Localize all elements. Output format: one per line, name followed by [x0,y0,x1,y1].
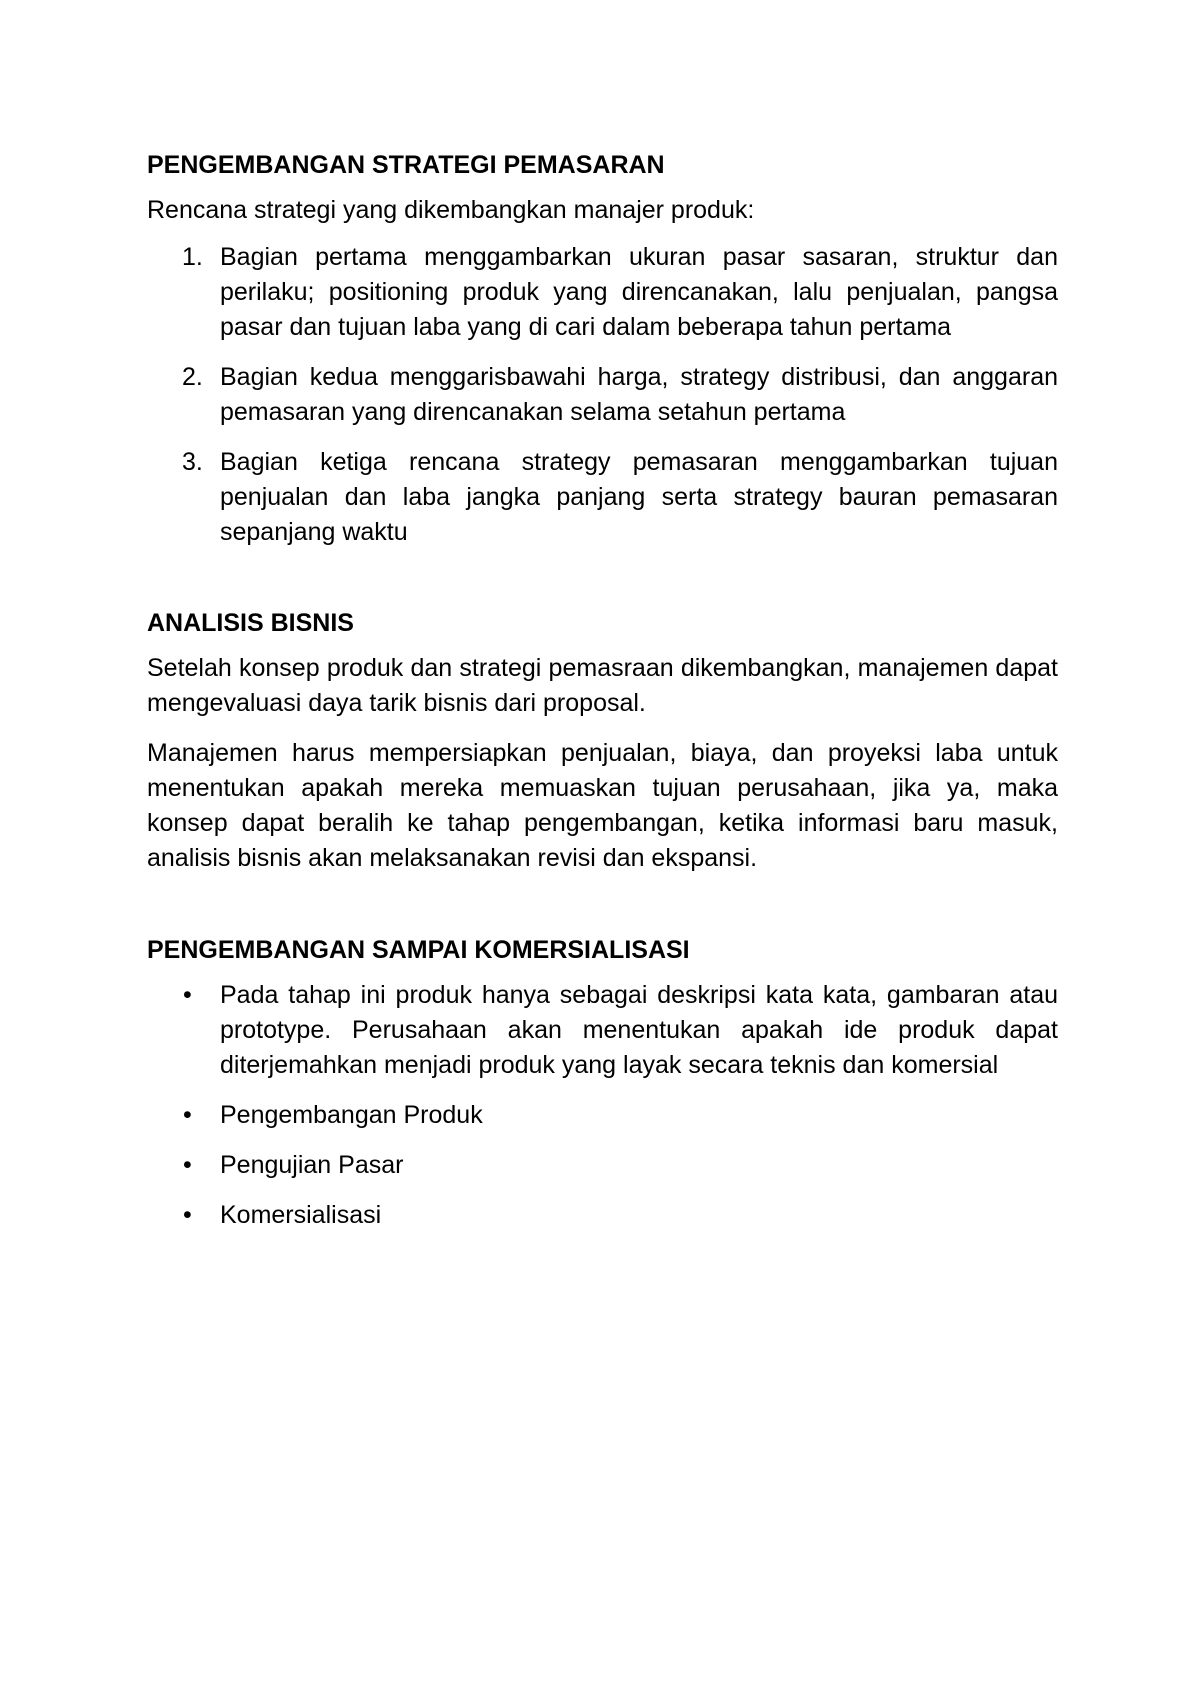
bullet-icon: • [183,1101,192,1129]
bullet-list [147,978,1058,1233]
list-item [147,240,1058,345]
section-heading-komersialisasi: PENGEMBANGAN SAMPAI KOMERSIALISASI [147,936,690,964]
list-item-text: Bagian kedua menggarisbawahi harga, strategy distribusi, dan anggaran pemasaran yang direncanakan selama setahun pertama [220,363,1058,426]
list-number: 1. [182,243,203,271]
list-item-text: Komersialisasi [220,1201,382,1229]
list-number: 2. [182,363,203,391]
list-item [147,1098,1058,1133]
list-number: 3. [182,448,203,476]
paragraph: Manajemen harus mempersiapkan penjualan, biaya, dan proyeksi laba untuk menentukan apakah mereka memuaskan tujuan perusahaan, jika ya, maka konsep dapat beralih ke tahap pengembangan, ketika informasi baru masuk, analisis bisnis akan melaksanakan revisi dan ekspansi. [147,739,1058,872]
list-item [147,445,1058,550]
list-item [147,978,1058,1083]
list-item-text: Pengujian Pasar [220,1151,404,1179]
bullet-icon: • [183,1201,192,1229]
bullet-icon: • [183,981,192,1009]
numbered-list [147,240,1058,550]
section-spacer [147,565,1058,608]
list-item [147,360,1058,430]
list-item-text: Bagian ketiga rencana strategy pemasaran menggambarkan tujuan penjualan dan laba jangka panjang serta strategy bauran pemasaran sepanjang waktu [220,448,1058,546]
section-intro: Rencana strategi yang dikembangkan manajer produk: [147,196,755,224]
list-item [147,1198,1058,1233]
section-spacer [147,891,1058,935]
section-heading-analisis-bisnis: ANALISIS BISNIS [147,609,354,637]
paragraph: Setelah konsep produk dan strategi pemasraan dikembangkan, manajemen dapat mengevaluasi daya tarik bisnis dari proposal. [147,654,1058,717]
bullet-icon: • [183,1151,192,1179]
section-heading-strategi-pemasaran: PENGEMBANGAN STRATEGI PEMASARAN [147,151,665,179]
document-page [147,150,1058,1248]
list-item-text: Pengembangan Produk [220,1101,483,1129]
list-item [147,1148,1058,1183]
list-item-text: Bagian pertama menggambarkan ukuran pasar sasaran, struktur dan perilaku; positioning produk yang direncanakan, lalu penjualan, pangsa pasar dan tujuan laba yang di cari dalam beberapa tahun pertama [220,243,1058,341]
list-item-text: Pada tahap ini produk hanya sebagai deskripsi kata kata, gambaran atau prototype. Perusahaan akan menentukan apakah ide produk dapat diterjemahkan menjadi produk yang layak secara teknis dan komersial [220,981,1058,1079]
